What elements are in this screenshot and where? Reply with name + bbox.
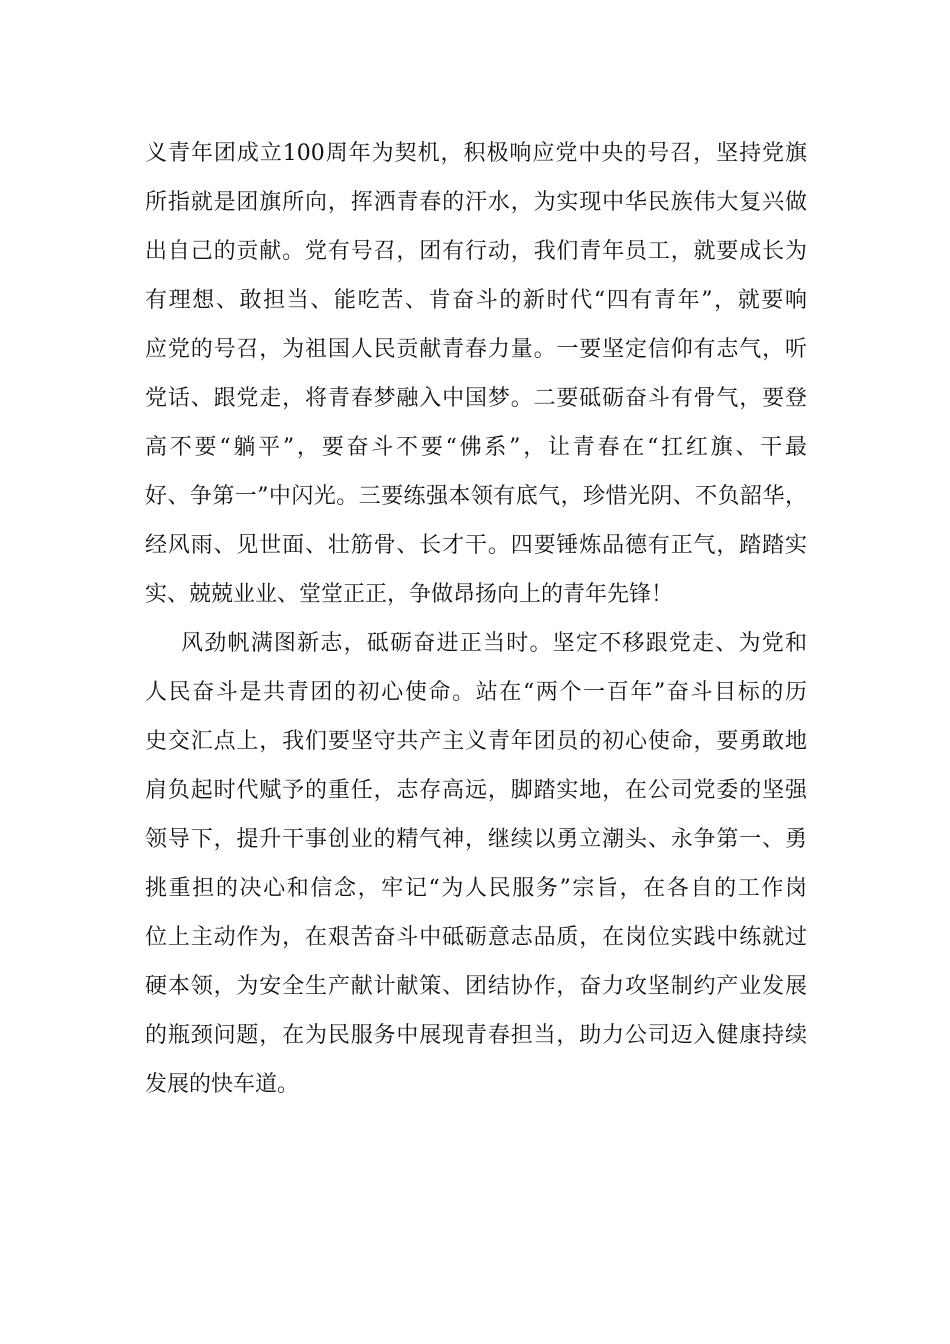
text-line: 硬本领，为安全生产献计献策、团结协作，奋力攻坚制约产业发展 bbox=[145, 974, 807, 999]
text-line: 出自己的贡献。党有号召，团有行动，我们青年员工，就要成长为 bbox=[145, 239, 807, 264]
text-line: 发展的快车道。 bbox=[145, 1072, 300, 1097]
text-line: 领导下，提升干事创业的精气神，继续以勇立潮头、永争第一、勇 bbox=[145, 827, 807, 852]
text-line: 挑重担的决心和信念，牢记“为人民服务”宗旨，在各自的工作岗 bbox=[145, 876, 807, 901]
text-line: 义青年团成立100周年为契机，积极响应党中央的号召，坚持党旗 bbox=[145, 141, 807, 166]
paragraph bbox=[145, 619, 807, 1109]
text-line: 位上主动作为，在艰苦奋斗中砥砺意志品质，在岗位实践中练就过 bbox=[145, 925, 807, 950]
text-line: 有理想、敢担当、能吃苦、肯奋斗的新时代“四有青年”，就要响 bbox=[145, 288, 807, 313]
text-line: 应党的号召，为祖国人民贡献青春力量。一要坚定信仰有志气，听 bbox=[145, 337, 807, 362]
paragraph bbox=[145, 129, 807, 619]
text-line: 所指就是团旗所向，挥洒青春的汗水，为实现中华民族伟大复兴做 bbox=[145, 190, 807, 215]
text-line: 实、兢兢业业、堂堂正正，争做昂扬向上的青年先锋！ bbox=[145, 582, 674, 607]
text-line: 风劲帆满图新志，砥砺奋进正当时。坚定不移跟党走、为党和 bbox=[181, 631, 807, 656]
text-line: 党话、跟党走，将青春梦融入中国梦。二要砥砺奋斗有骨气，要登 bbox=[145, 386, 807, 411]
text-line: 经风雨、见世面、壮筋骨、长才干。四要锤炼品德有正气，踏踏实 bbox=[145, 533, 807, 558]
document-page bbox=[145, 129, 807, 1109]
text-line: 的瓶颈问题，在为民服务中展现青春担当，助力公司迈入健康持续 bbox=[145, 1023, 807, 1048]
text-line: 高不要“躺平”，要奋斗不要“佛系”，让青春在“扛红旗、干最 bbox=[145, 435, 807, 460]
text-line: 好、争第一”中闪光。三要练强本领有底气，珍惜光阴、不负韶华， bbox=[145, 484, 807, 509]
text-line: 人民奋斗是共青团的初心使命。站在“两个一百年”奋斗目标的历 bbox=[145, 680, 807, 705]
text-line: 肩负起时代赋予的重任，志存高远，脚踏实地，在公司党委的坚强 bbox=[145, 778, 807, 803]
text-line: 史交汇点上，我们要坚守共产主义青年团员的初心使命，要勇敢地 bbox=[145, 729, 807, 754]
